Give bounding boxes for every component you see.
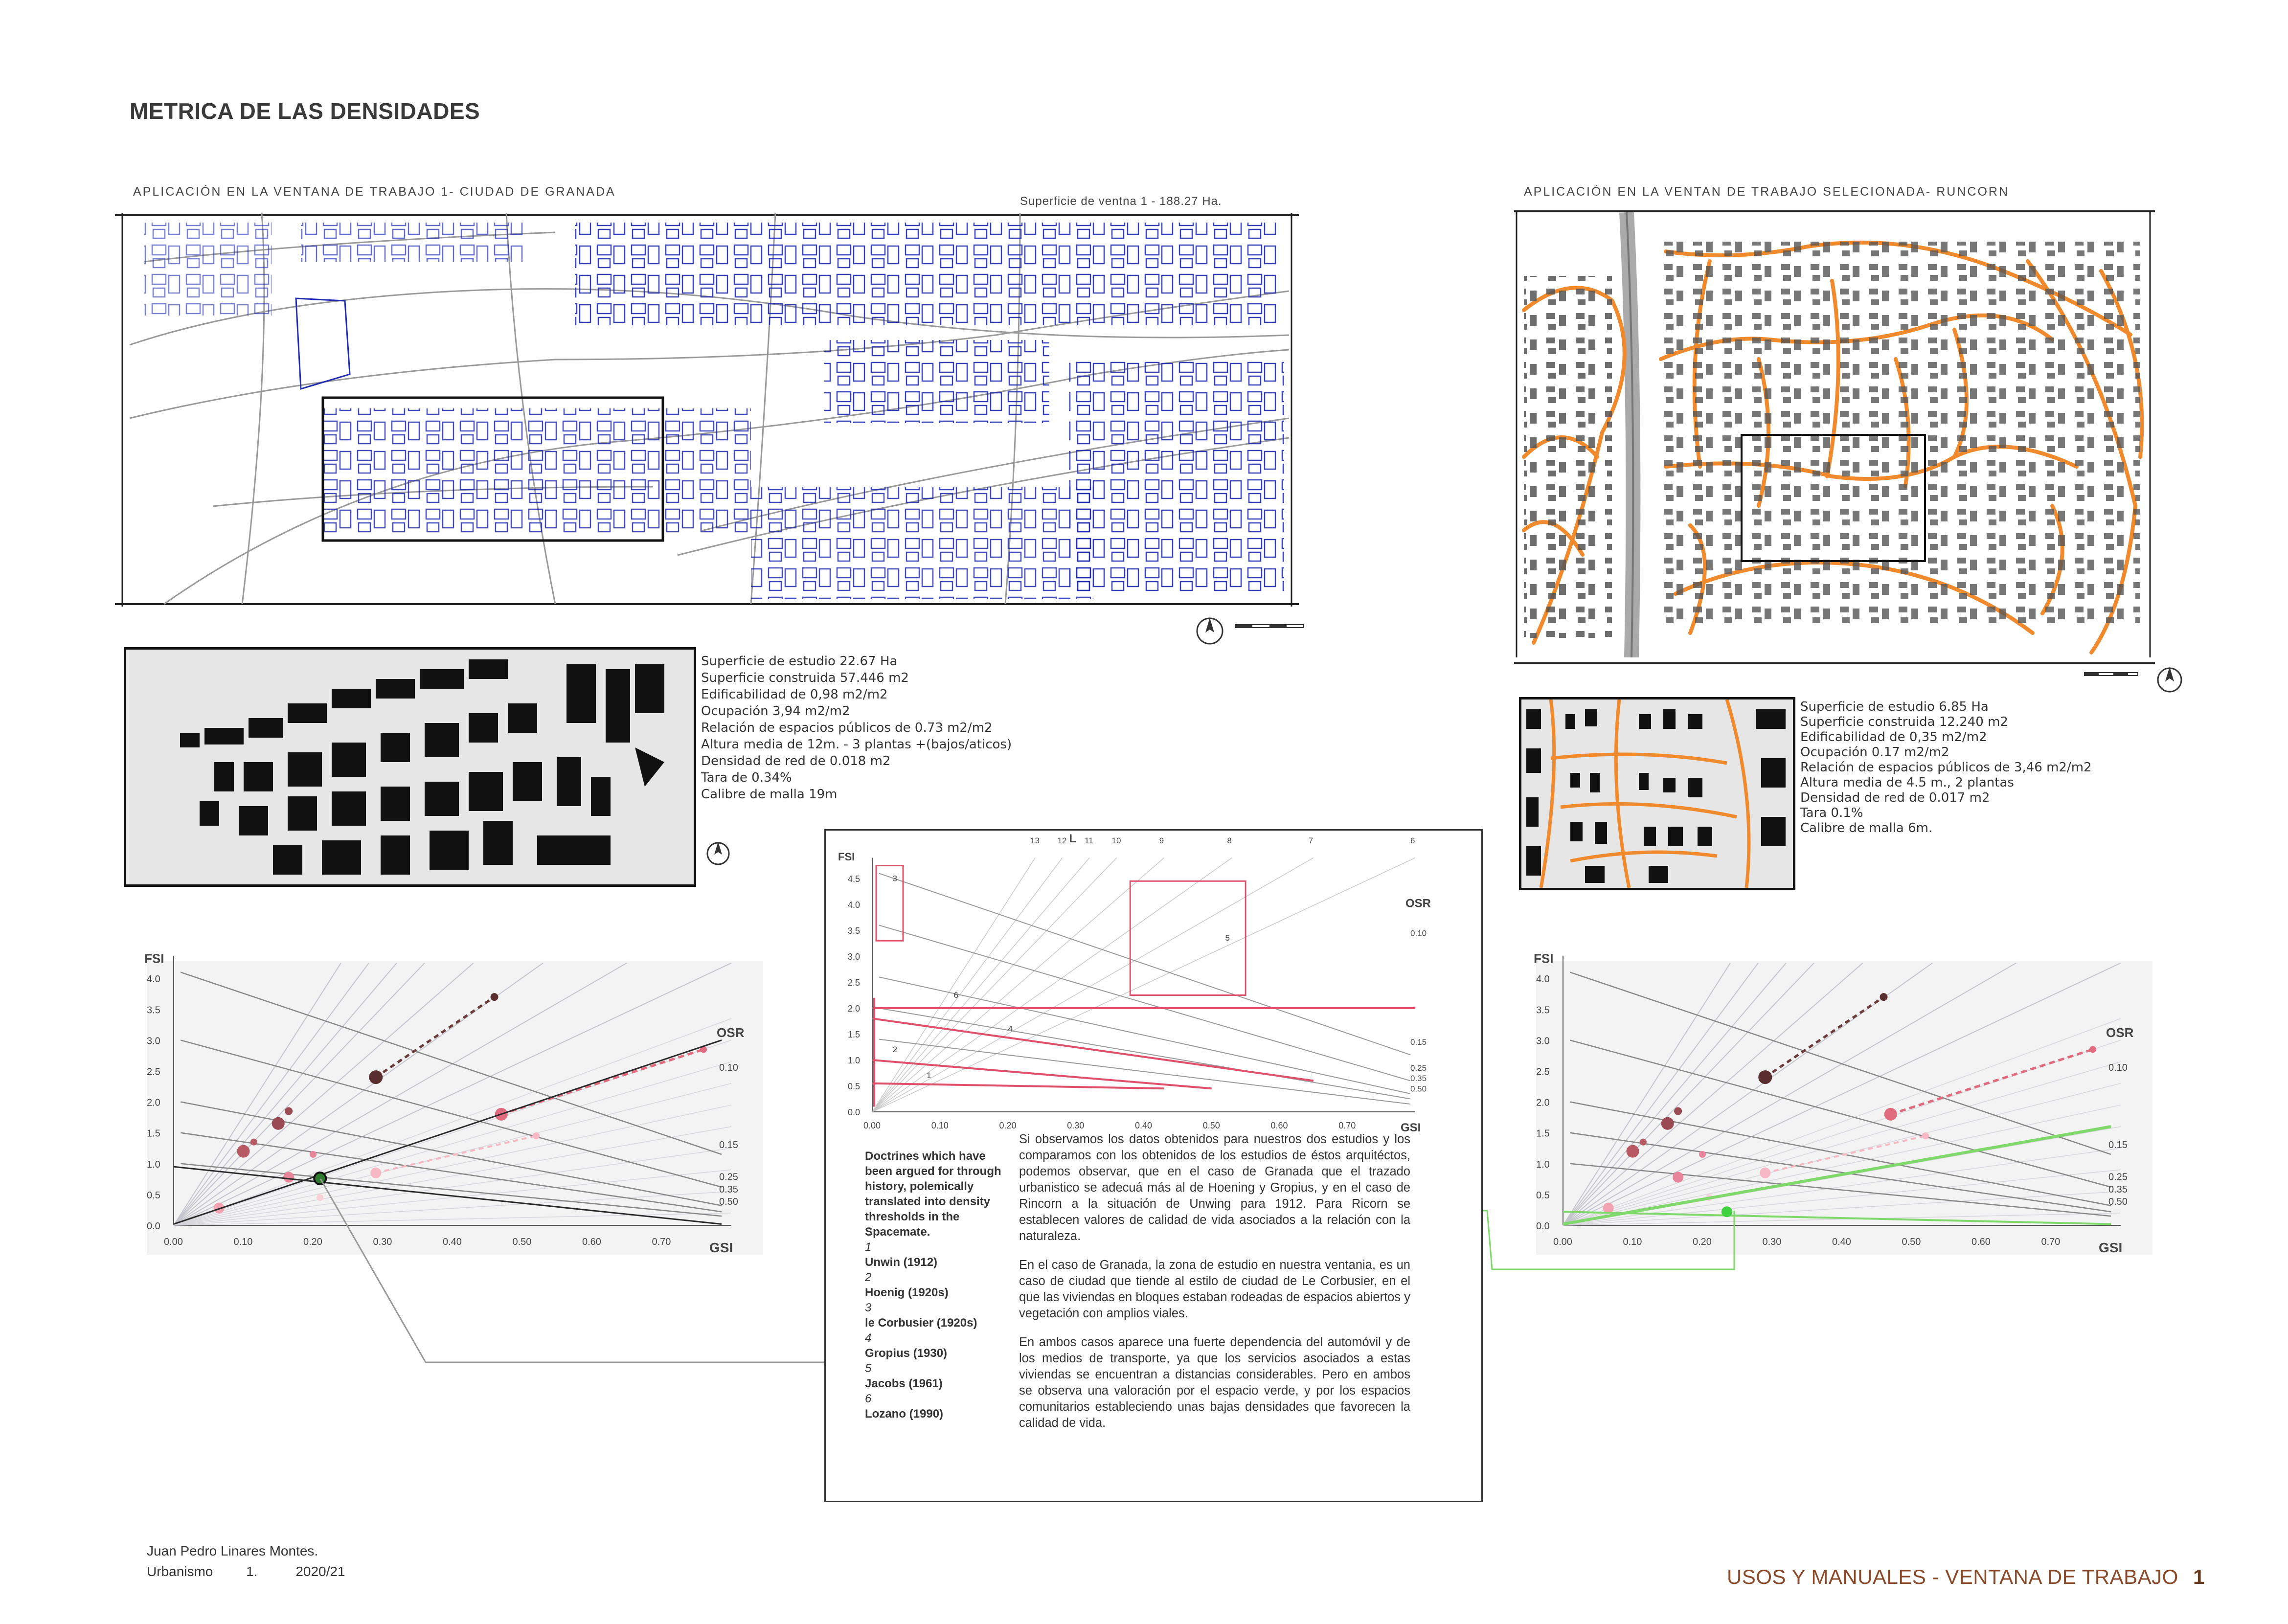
x-tick-label: 0.60: [582, 1237, 601, 1247]
footer-section-label: USOS Y MANUALES - VENTANA DE TRABAJO: [1727, 1565, 2178, 1588]
doctrine-point: [272, 1117, 285, 1130]
osr-value-label: 0.10: [2108, 1062, 2128, 1074]
north-arrow-icon: [1193, 614, 1227, 648]
y-tick-label: 2.5: [147, 1066, 160, 1078]
l-value-label: [1858, 949, 1863, 950]
stat-line: Superficie de estudio 6.85 Ha: [1800, 699, 1989, 714]
doctrine-band: [872, 1083, 1164, 1089]
y-tick-label: 1.0: [848, 1056, 861, 1065]
doctrines-panel: [824, 829, 1483, 1502]
doctrine-point: [1640, 1139, 1647, 1146]
analysis-paragraph: En ambos casos aparece una fuerte dependencia del automóvil y de los medios de transporte, ya que los servicios asociados a estas viviendas se encuentran a distancias considerables. Pero en ambos se observa una valoración por el espacio verde, y por los espacios comunitarios estableciendo unas bajas densidades que favorecen la calidad de vida.: [1019, 1335, 1410, 1430]
footer-author-block: [147, 1541, 345, 1582]
gsi-axis-label: GSI: [709, 1240, 733, 1255]
stat-line: Superficie construida 12.240 m2: [1800, 715, 2008, 729]
x-tick-label: 0.40: [1832, 1237, 1851, 1247]
gsi-axis-label: GSI: [1401, 1121, 1421, 1134]
doctrines-spacemate-chart: [826, 831, 1481, 1134]
runcorn-stats: [1800, 699, 2092, 836]
doctrine-point: [2089, 1046, 2096, 1053]
stat-line: Densidad de red de 0.018 m2: [701, 754, 891, 768]
doctrine-point: [1758, 1070, 1772, 1084]
l-value-label: [1753, 949, 1764, 950]
granada-point: [314, 1173, 326, 1184]
doctrine-point: [1760, 1168, 1770, 1178]
doctrine-point: [1661, 1117, 1674, 1130]
author-name: Juan Pedro Linares Montes.: [147, 1543, 318, 1558]
doctrine-name: Unwin (1912): [865, 1256, 938, 1269]
l-value-label: [622, 949, 627, 950]
stat-line: Edificabilidad de 0,98 m2/m2: [701, 687, 888, 702]
gsi-axis-label: GSI: [2099, 1240, 2123, 1255]
x-tick-label: 0.10: [931, 1121, 949, 1130]
fsi-axis-label: FSI: [838, 850, 855, 863]
stat-line: Calibre de malla 19m: [701, 787, 838, 802]
x-tick-label: 0.10: [1623, 1237, 1642, 1247]
x-tick-label: 0.50: [1902, 1237, 1921, 1247]
osr-value-label: 0.50: [2108, 1196, 2128, 1208]
l-ray: [872, 858, 1089, 1112]
l-value-label: [364, 949, 375, 950]
y-tick-label: 1.0: [147, 1159, 160, 1170]
l-value-label: 7: [1308, 835, 1314, 845]
l-value-label: [726, 949, 732, 950]
osr-value-label: 0.25: [2108, 1172, 2128, 1183]
y-tick-label: 0.5: [147, 1190, 160, 1201]
doctrine-point: [250, 1139, 257, 1146]
doctrine-num: 4: [865, 1331, 872, 1345]
page-title: METRICA DE LAS DENSIDADES: [130, 98, 480, 124]
doctrine-number: 3: [892, 874, 898, 883]
y-tick-label: 0.5: [848, 1082, 861, 1091]
stat-line: Edificabilidad de 0,35 m2/m2: [1800, 730, 1987, 744]
y-tick-label: 2.0: [147, 1097, 160, 1108]
y-tick-label: 3.5: [848, 926, 861, 936]
l-value-label: 10: [1111, 835, 1121, 845]
doctrine-point: [369, 1070, 383, 1084]
fsi-axis-label: FSI: [144, 951, 164, 966]
y-tick-label: 1.5: [848, 1030, 861, 1039]
runcorn-point: [1722, 1206, 1732, 1217]
x-tick-label: 0.70: [2041, 1237, 2061, 1247]
y-tick-label: 1.0: [1536, 1159, 1550, 1170]
course-line: [147, 1561, 345, 1582]
doctrine-num: 1: [865, 1241, 872, 1254]
l-value-label: 9: [1159, 835, 1164, 845]
analysis-paragraph: En el caso de Granada, la zona de estudio en nuestra ventania, es un caso de ciudad que tiende al estilo de ciudad de Le Corbusier, en el que las viviendas en bloques estaban rodeadas de espacios abiertos y vegetación con amplios viales.: [1019, 1258, 1410, 1320]
spacemate-chart-runcorn: [1517, 949, 2182, 1267]
y-tick-label: 3.0: [147, 1036, 160, 1047]
north-arrow-icon: [703, 839, 733, 868]
l-value-label: 6: [1410, 835, 1415, 845]
y-tick-label: 1.5: [147, 1128, 160, 1139]
y-tick-label: 0.0: [147, 1221, 160, 1232]
y-tick-label: 2.5: [1536, 1066, 1550, 1078]
y-tick-label: 0.5: [1536, 1190, 1550, 1201]
osr-axis-label: OSR: [1405, 897, 1431, 910]
scale-bar: [1235, 622, 1309, 630]
y-tick-label: 2.0: [1536, 1097, 1550, 1108]
x-tick-label: 0.20: [303, 1237, 322, 1247]
doctrine-number: 6: [953, 990, 958, 1000]
l-value-label: [538, 949, 544, 950]
stat-line: Superficie construida 57.446 m2: [701, 671, 909, 685]
doctrine-point: [1922, 1132, 1929, 1139]
analysis-paragraph: Si observamos los datos obtenidos para nuestros dos estudios y los comparamos con los obtenidos de los estudios de éstos arquitéctos, podemos observar, que en el caso de Granada que el trazado urbanistico se adecuá más al de Hoening y Gropius, y en el caso de Rincorn a la situación de Unwing para 1912. Para Ricorn se establecen valores de calidad de vida asociados a la relación con la naturaleza.: [1019, 1132, 1410, 1243]
doctrine-number: 1: [927, 1071, 931, 1081]
course-year: 2020/21: [295, 1564, 345, 1579]
l-value-label: [2011, 949, 2016, 950]
x-tick-label: 0.40: [1135, 1121, 1153, 1130]
osr-value-label: 0.25: [719, 1172, 738, 1183]
osr-value-label: 0.50: [1410, 1084, 1427, 1094]
doctrines-intro: Doctrines which have been argued for through history, polemically translated into density thresholds in the Spacemate.: [865, 1150, 1001, 1239]
osr-value-label: 0.10: [719, 1062, 738, 1074]
doctrine-number: 5: [1225, 933, 1230, 943]
l-value-label: [336, 949, 347, 950]
stat-line: Altura media de 4.5 m., 2 plantas: [1800, 775, 2014, 790]
l-value-label: [1781, 949, 1791, 950]
doctrine-name: Jacobs (1961): [865, 1377, 943, 1390]
doctrine-point: [237, 1145, 250, 1158]
x-tick-label: 0.70: [1338, 1121, 1356, 1130]
osr-line: [879, 873, 1410, 1055]
granada-map: [115, 213, 1299, 609]
runcorn-study-area-map: [1519, 697, 1795, 890]
y-tick-label: 1.5: [1536, 1128, 1550, 1139]
analysis-text: [1019, 1131, 1410, 1444]
footer-section-number: 1: [2193, 1565, 2205, 1588]
l-value-label: 12: [1057, 835, 1067, 845]
doctrine-num: 3: [865, 1301, 872, 1314]
l-value-label: 13: [1030, 835, 1040, 845]
fsi-axis-label: FSI: [1534, 951, 1554, 966]
y-tick-label: 3.5: [147, 1005, 160, 1016]
doctrine-band: [872, 1018, 1314, 1081]
osr-value-label: 0.15: [1410, 1037, 1427, 1047]
scale-bar: [2084, 670, 2143, 678]
stat-line: Calibre de malla 6m.: [1800, 821, 1933, 835]
y-tick-label: 0.0: [1536, 1221, 1550, 1232]
granada-area-label: Superficie de ventna 1 - 188.27 Ha.: [1020, 195, 1222, 208]
spacemate-chart-granada: [127, 949, 778, 1267]
stat-line: Relación de espacios públicos de 3,46 m2/m2: [1800, 760, 2092, 775]
stat-line: Tara de 0.34%: [701, 770, 792, 785]
osr-value-label: 0.15: [2108, 1139, 2128, 1150]
stat-line: Ocupación 0.17 m2/m2: [1800, 745, 1949, 760]
x-tick-label: 0.50: [1202, 1121, 1220, 1130]
y-tick-label: 4.5: [848, 874, 861, 884]
x-tick-label: 0.20: [999, 1121, 1017, 1130]
osr-value-label: 0.50: [719, 1196, 738, 1208]
runcorn-map: [1514, 210, 2155, 664]
doctrine-point: [370, 1168, 381, 1178]
granada-caption: APLICACIÓN EN LA VENTANA DE TRABAJO 1- CIUDAD DE GRANADA: [133, 185, 616, 199]
doctrine-number: 4: [1008, 1024, 1013, 1034]
doctrines-list: [865, 1149, 1007, 1421]
doctrine-name: Hoenig (1920s): [865, 1286, 949, 1299]
x-tick-label: 0.40: [443, 1237, 462, 1247]
y-tick-label: 3.5: [1536, 1005, 1550, 1016]
l-value-label: [1725, 949, 1736, 950]
osr-value-label: 0.35: [719, 1184, 738, 1195]
doctrine-num: 6: [865, 1392, 872, 1405]
y-tick-label: 4.0: [1536, 974, 1550, 985]
l-value-label: [1927, 949, 1933, 950]
doctrine-point: [1627, 1145, 1639, 1158]
osr-value-label: 0.10: [1410, 928, 1427, 938]
l-ray: [872, 858, 1117, 1112]
y-tick-label: 2.0: [848, 1004, 861, 1014]
l-value-label: [420, 949, 430, 950]
doctrine-point: [1673, 1172, 1683, 1183]
stat-line: Superficie de estudio 22.67 Ha: [701, 654, 898, 669]
runcorn-caption: APLICACIÓN EN LA VENTAN DE TRABAJO SELECIONADA- RUNCORN: [1524, 185, 2010, 199]
x-tick-label: 0.60: [1270, 1121, 1288, 1130]
osr-axis-label: OSR: [2106, 1025, 2134, 1040]
x-tick-label: 0.10: [233, 1237, 253, 1247]
x-tick-label: 0.00: [1553, 1237, 1572, 1247]
stat-line: Densidad de red de 0.017 m2: [1800, 790, 1990, 805]
stat-line: Altura media de 12m. - 3 plantas +(bajos/aticos): [701, 737, 1012, 752]
x-tick-label: 0.20: [1693, 1237, 1712, 1247]
doctrine-point: [1674, 1107, 1682, 1115]
l-axis-label: L: [1069, 832, 1077, 845]
doctrine-point: [1699, 1151, 1706, 1158]
x-tick-label: 0.30: [1762, 1237, 1782, 1247]
x-tick-label: 0.50: [512, 1237, 532, 1247]
l-value-label: 11: [1085, 835, 1093, 845]
x-tick-label: 0.30: [373, 1237, 392, 1247]
doctrine-number: 2: [892, 1045, 898, 1055]
x-tick-label: 0.70: [652, 1237, 671, 1247]
doctrine-point: [491, 993, 498, 1001]
x-tick-label: 0.00: [863, 1121, 881, 1130]
y-tick-label: 3.0: [848, 952, 861, 962]
l-value-label: [1809, 949, 1820, 950]
doctrine-point: [317, 1194, 323, 1201]
y-tick-label: 4.0: [147, 974, 160, 985]
stat-line: Ocupación 3,94 m2/m2: [701, 704, 850, 719]
l-value-label: 8: [1227, 835, 1232, 845]
x-tick-label: 0.00: [164, 1237, 183, 1247]
stat-line: Relación de espacios públicos de 0.73 m2/m2: [701, 721, 993, 735]
osr-value-label: 0.35: [2108, 1184, 2128, 1195]
granada-study-area-map: [124, 647, 696, 887]
doctrine-point: [285, 1107, 293, 1115]
y-tick-label: 4.0: [848, 900, 861, 910]
osr-value-label: 0.25: [1410, 1063, 1427, 1073]
doctrine-num: 5: [865, 1362, 872, 1375]
l-value-label: [469, 949, 474, 950]
x-tick-label: 0.60: [1971, 1237, 1991, 1247]
doctrine-point: [1884, 1108, 1897, 1121]
doctrine-name: Gropius (1930): [865, 1347, 948, 1360]
y-tick-label: 2.5: [848, 978, 861, 988]
doctrine-name: le Corbusier (1920s): [865, 1316, 977, 1330]
y-tick-label: 3.0: [1536, 1036, 1550, 1047]
doctrine-point: [1880, 993, 1888, 1001]
granada-stats: [701, 653, 1012, 803]
l-value-label: [392, 949, 402, 950]
stat-line: Tara 0.1%: [1800, 806, 1863, 820]
osr-value-label: 0.35: [1410, 1074, 1427, 1083]
doctrine-point: [310, 1151, 317, 1158]
course-number: 1.: [246, 1564, 258, 1579]
doctrine-point: [283, 1172, 294, 1183]
osr-value-label: 0.15: [719, 1139, 738, 1150]
doctrine-name: Lozano (1990): [865, 1407, 944, 1421]
l-ray: [872, 858, 1314, 1112]
x-tick-label: 0.30: [1067, 1121, 1085, 1130]
y-tick-label: 0.0: [848, 1107, 861, 1117]
l-value-label: [2116, 949, 2121, 950]
doctrine-point: [533, 1132, 540, 1139]
footer-section-title: [1727, 1565, 2205, 1589]
course-name: Urbanismo: [147, 1564, 213, 1579]
doctrine-num: 2: [865, 1271, 872, 1284]
north-arrow-icon: [2152, 663, 2187, 697]
osr-axis-label: OSR: [717, 1025, 745, 1040]
